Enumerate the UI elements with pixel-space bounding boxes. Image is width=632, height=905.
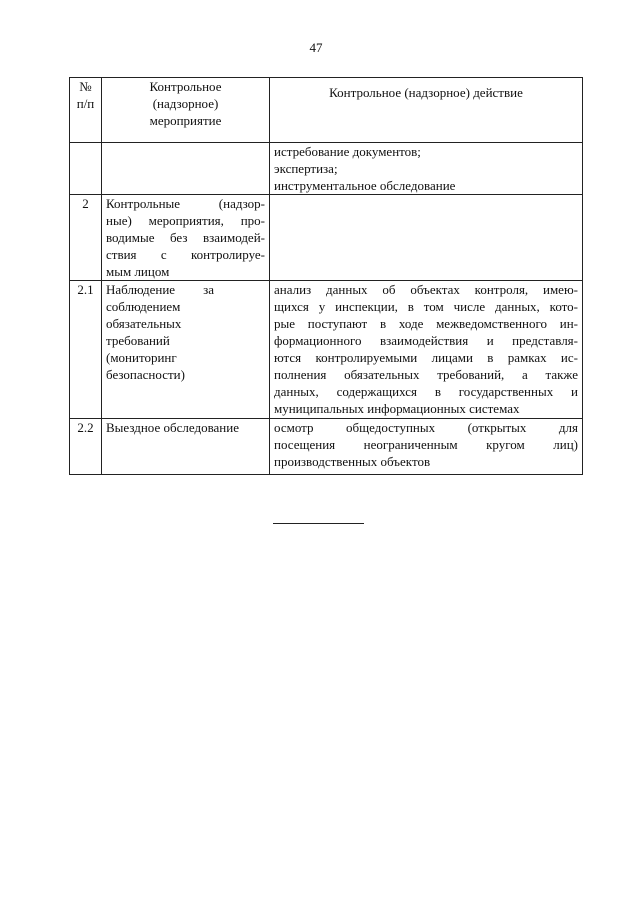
row-action — [270, 281, 583, 419]
table-row — [70, 143, 583, 195]
table-row — [70, 419, 583, 475]
action-line: данных, содержащихся в государственных и — [274, 384, 578, 399]
header-event-line: Контрольное — [149, 79, 222, 94]
control-actions-table — [69, 77, 583, 475]
end-separator-line — [273, 523, 364, 524]
row-event — [102, 281, 270, 419]
row-num: 2.2 — [70, 419, 102, 475]
event-line: мым лицом — [106, 264, 170, 279]
row-num: 2.1 — [70, 281, 102, 419]
header-num-line: № — [79, 79, 92, 94]
action-line: формационного взаимодействия и представля- — [274, 333, 578, 348]
header-event-line: (надзорное) — [152, 96, 219, 111]
action-line: анализ данных об объектах контроля, имею- — [274, 282, 578, 297]
table-row — [70, 281, 583, 419]
event-line: (мониторинг — [106, 350, 177, 365]
event-line: безопасности) — [106, 367, 185, 382]
event-line: водимые без взаимодей- — [106, 230, 265, 245]
action-line: истребование документов; — [274, 144, 421, 159]
row-event — [102, 419, 270, 475]
event-line: соблюдением — [106, 299, 181, 314]
event-line: ные) мероприятия, про- — [106, 213, 265, 228]
table-header-row — [70, 78, 583, 143]
header-action: Контрольное (надзорное) действие — [270, 78, 583, 143]
action-line: рые поступают в ходе межведомственного ин- — [274, 316, 578, 331]
event-line: Контрольные (надзор- — [106, 196, 265, 211]
event-line: обязательных — [106, 316, 182, 331]
action-line: ются контролируемыми лицами в рамках ис- — [274, 350, 578, 365]
row-num: 2 — [70, 195, 102, 281]
header-num-line: п/п — [76, 96, 95, 111]
row-event — [102, 143, 270, 195]
action-line: щихся у инспекции, в том числе данных, кото- — [274, 299, 578, 314]
row-event — [102, 195, 270, 281]
event-line: Выездное обследование — [106, 420, 239, 435]
action-line: осмотр общедоступных (открытых для — [274, 420, 578, 435]
page-number: 47 — [309, 40, 323, 55]
table-row — [70, 195, 583, 281]
action-line: инструментальное обследование — [274, 178, 456, 193]
action-line: муниципальных информационных системах — [274, 401, 520, 416]
action-line: посещения неограниченным кругом лиц) — [274, 437, 578, 452]
row-action — [270, 419, 583, 475]
action-line: полнения обязательных требований, а также — [274, 367, 578, 382]
header-num — [70, 78, 102, 143]
header-event — [102, 78, 270, 143]
header-event-line: мероприятие — [149, 113, 222, 128]
row-num — [70, 143, 102, 195]
row-action — [270, 143, 583, 195]
action-line: производственных объектов — [274, 454, 431, 469]
event-line: Наблюдение за — [106, 282, 214, 297]
event-line: требований — [106, 333, 170, 348]
event-line: ствия с контролируе- — [106, 247, 265, 262]
row-action — [270, 195, 583, 281]
action-line: экспертиза; — [274, 161, 338, 176]
